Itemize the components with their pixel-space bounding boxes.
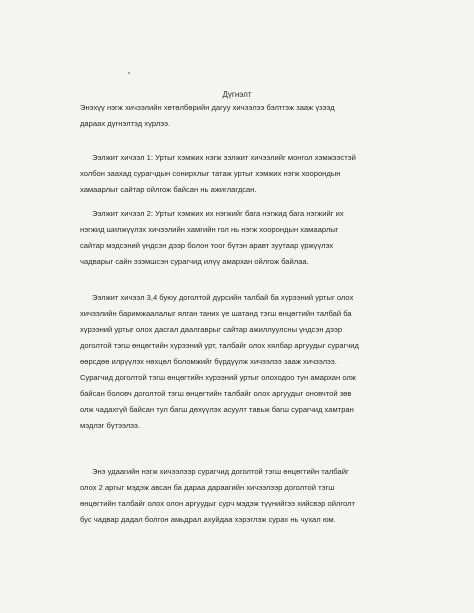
paragraph-line: Энэ удаагийн нэгж хичээлээр сурагчид доголтой тэгш өнцөгтийн талбайг bbox=[92, 467, 349, 476]
paragraph-line: Ээлжит хичээл 1: Уртыг хэмжих нэгж ээлжит хичээлийг монгол хэмжээстэй bbox=[92, 153, 356, 162]
paragraph-line: Энэхүү нэгж хичээлийн хөтөлбөрийн дагуу хичээлээ бэлтгэж зааж үзээд bbox=[80, 103, 335, 112]
paragraph-line: Сурагчид доголтой тэгш өнцөгтийн хүрээний уртыг олоходоо тун амархан олж bbox=[80, 373, 356, 382]
paragraph-line: сайтар мэдсэний үндсэн дээр болон тоог бүтэн аравт зуутаар үржүүлэх bbox=[80, 241, 334, 250]
paragraph-line: чадварыг сайн эзэмшсэн сурагчид илүү амархан ойлгож байлаа. bbox=[80, 257, 309, 266]
document-title: Дүгнэлт bbox=[222, 90, 252, 99]
paragraph-line: өнцөгтийн талбайг олох олон аргуудыг сурч мэдэж түүнийгээ хийсвэр ойлголт bbox=[80, 499, 355, 508]
paragraph-line: олох 2 аргыг мэдэж авсан ба дараа дараагийн хичээлээр доголтой тэгш bbox=[80, 483, 335, 492]
paragraph-lesson-1 bbox=[80, 150, 356, 198]
paragraph-line: Ээлжит хичээл 2: Уртыг хэмжих их нэгжийг бага нэгжид бага нэгжийг их bbox=[92, 209, 344, 218]
paragraph-line: доголтой тэгш өнцөгтийн хүрээний урт, талбайг олох хялбар аргуудыг сурагчид bbox=[80, 341, 359, 350]
paragraph-line: байсан боловч доголтой тэгш өнцөгтийн талбайг олох аргуудыг оновчтой зөв bbox=[80, 389, 352, 398]
paragraph-lesson-2 bbox=[80, 206, 344, 270]
paragraph-line: хүрээний уртыг олох дасгал даалгаврыг сайтар ажиллуулсны үндсэн дээр bbox=[80, 325, 343, 334]
paragraph-line: бус чадвар дадал болгон амьдрал ахуйдаа хэрэглэж сурах нь чухал юм. bbox=[80, 515, 336, 524]
paragraph-intro bbox=[80, 100, 335, 132]
paragraph-line: дараах дүгнэлтэд хүрлээ. bbox=[80, 119, 171, 128]
paragraph-line: холбон заахад сурагчдын сонирхлыг татаж уртыг хэмжих нэгж хоорондын bbox=[80, 169, 341, 178]
paragraph-line: олж чадахгүй байсан тул багш дөхүүлэх асуулт тавьж багш сурагчид хамтран bbox=[80, 405, 354, 414]
scan-speck bbox=[128, 72, 130, 74]
paragraph-line: хичээлийн баримжаалалыг ялган таних үе шатанд тэгш өнцөгтийн талбай ба bbox=[80, 309, 352, 318]
paragraph-line: мэдлэг бүтээлээ. bbox=[80, 421, 141, 430]
paragraph-lesson-3-4 bbox=[80, 290, 359, 434]
paragraph-line: хамаарлыг сайтар ойлгож байсан нь ажиглагдсан. bbox=[80, 185, 257, 194]
paragraph-line: нэгжид шилжүүлэх хичээлийн хамгийн гол нь нэгж хоорондын хамаарлыг bbox=[80, 225, 339, 234]
paragraph-line: өөрсдөө илрүүлэх нөхцөл боломжийг бүрдүүлж хичээлээ зааж хичээлээ. bbox=[80, 357, 337, 366]
paragraph-line: Ээлжит хичээл 3,4 буюу доголтой дүрсийн талбай ба хүрээний уртыг олох bbox=[92, 293, 354, 302]
paragraph-conclusion bbox=[80, 464, 355, 528]
